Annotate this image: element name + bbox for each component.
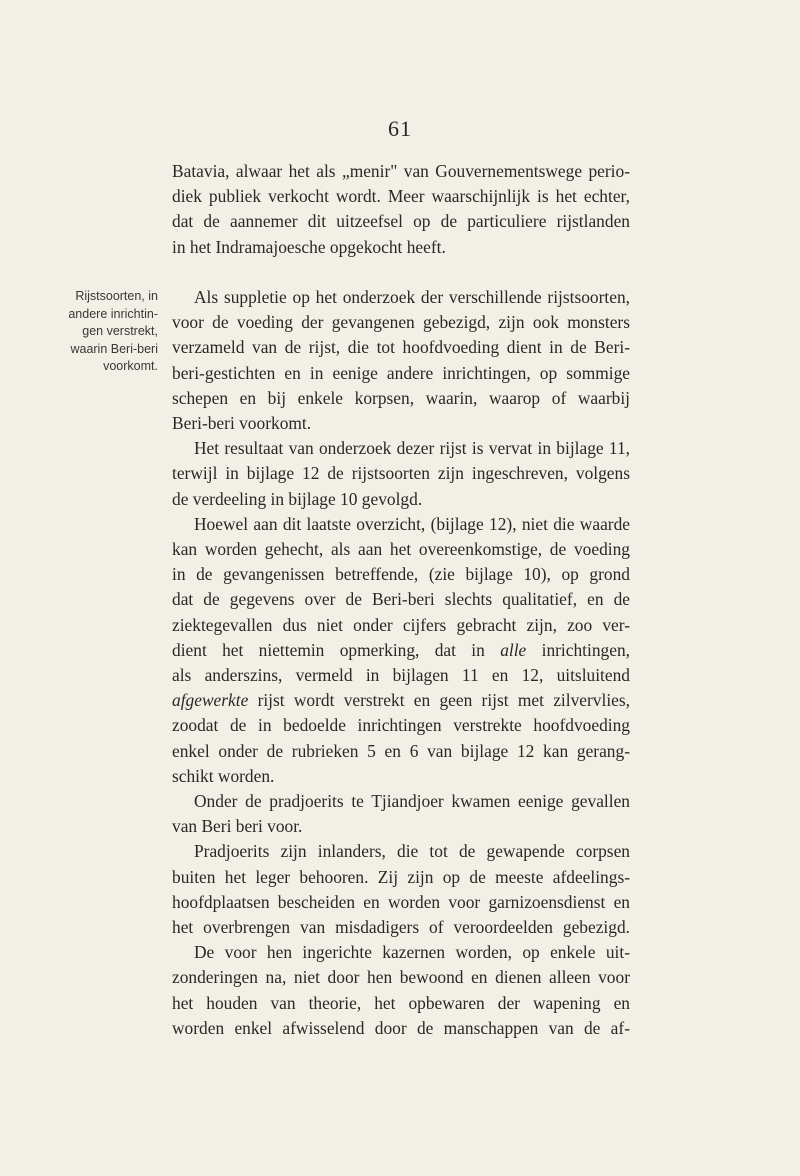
text-line: voor de voeding der gevangenen gebezigd, zijn ook monsters (172, 312, 630, 333)
text-line: dat de gegevens over de Beri-beri slechts qualitatief, en de (172, 589, 630, 610)
text-line: hoofdplaatsen bescheiden en worden voor garnizoensdienst en (172, 891, 630, 912)
intro-paragraph (172, 159, 630, 260)
text-line: de verdeeling in bijlage 10 gevolgd. (172, 488, 423, 509)
margin-note-line: gen verstrekt, (82, 324, 158, 338)
margin-note-line: andere inrichtin- (68, 306, 158, 321)
text-line-with-emphasis (172, 688, 630, 713)
text-line: Onder de pradjoerits te Tjiandjoer kwamen eenige gevallen (194, 791, 630, 812)
text-line: verzameld van de rijst, die tot hoofdvoeding dient in de Beri- (172, 337, 630, 358)
margin-note-line: voorkomt. (103, 359, 158, 373)
text-line-with-emphasis (172, 638, 630, 663)
text-line: in de gevangenissen betreffende, (zie bijlage 10), op grond (172, 564, 630, 585)
text-line: schikt worden. (172, 765, 275, 786)
text-line: zoodat de in bedoelde inrichtingen verstrekte hoofdvoeding (172, 715, 630, 736)
text-line: als anderszins, vermeld in bijlagen 11 en 12, uitsluitend (172, 665, 630, 686)
text-segment: inrichtingen, (541, 639, 630, 660)
emphasis-afgewerkte: afgewerkte (172, 690, 249, 711)
margin-note (30, 288, 158, 376)
text-line: het overbrengen van misdadigers of veroordeelden gebezigd. (172, 917, 630, 938)
text-line: terwijl in bijlage 12 de rijstsoorten zijn ingeschreven, volgens (172, 463, 630, 484)
text-line: dat de aannemer dit uitzeefsel op de particuliere rijstlanden (172, 211, 630, 232)
text-segment: rijst wordt verstrekt en geen rijst met zilvervlies, (257, 690, 630, 711)
body-text (172, 285, 630, 1041)
text-line: het houden van theorie, het opbewaren der wapening en (172, 992, 630, 1013)
text-line: beri-gestichten en in eenige andere inrichtingen, op sommige (172, 362, 630, 383)
text-line: Hoewel aan dit laatste overzicht, (bijlage 12), niet die waarde (194, 513, 630, 534)
text-line: Pradjoerits zijn inlanders, die tot de gewapende corpsen (194, 841, 630, 862)
margin-note-line: waarin Beri-beri (70, 341, 158, 356)
emphasis-alle: alle (500, 639, 527, 660)
text-line: Het resultaat van onderzoek dezer rijst is vervat in bijlage 11, (194, 438, 630, 459)
text-segment: dient het niettemin opmerking, dat in (172, 639, 485, 660)
text-line: kan worden gehecht, als aan het overeenkomstige, de voeding (172, 539, 630, 560)
text-line: Beri-beri voorkomt. (172, 413, 312, 434)
text-line: buiten het leger behooren. Zij zijn op de meeste afdeelings- (172, 866, 630, 887)
page-number: 61 (388, 116, 412, 141)
text-line: ziektegevallen dus niet onder cijfers gebracht zijn, zoo ver- (172, 614, 630, 635)
text-line: Batavia, alwaar het als „menir" van Gouvernementswege perio- (172, 161, 630, 181)
text-line: Als suppletie op het onderzoek der verschillende rijstsoorten, (194, 287, 630, 307)
text-line: in het Indramajoesche opgekocht heeft. (172, 236, 446, 257)
text-line: schepen en bij enkele korpsen, waarin, waarop of waarbij (172, 387, 630, 408)
text-line: zonderingen na, niet door hen bewoond en dienen alleen voor (172, 967, 630, 988)
margin-note-line: Rijstsoorten, in (75, 289, 158, 303)
text-line: De voor hen ingerichte kazernen worden, op enkele uit- (194, 942, 630, 963)
text-line: enkel onder de rubrieken 5 en 6 van bijlage 12 kan gerang- (172, 740, 630, 761)
text-line: diek publiek verkocht wordt. Meer waarschijnlijk is het echter, (172, 186, 630, 207)
text-line: worden enkel afwisselend door de manschappen van de af- (172, 1017, 630, 1038)
text-line: van Beri beri voor. (172, 816, 303, 837)
